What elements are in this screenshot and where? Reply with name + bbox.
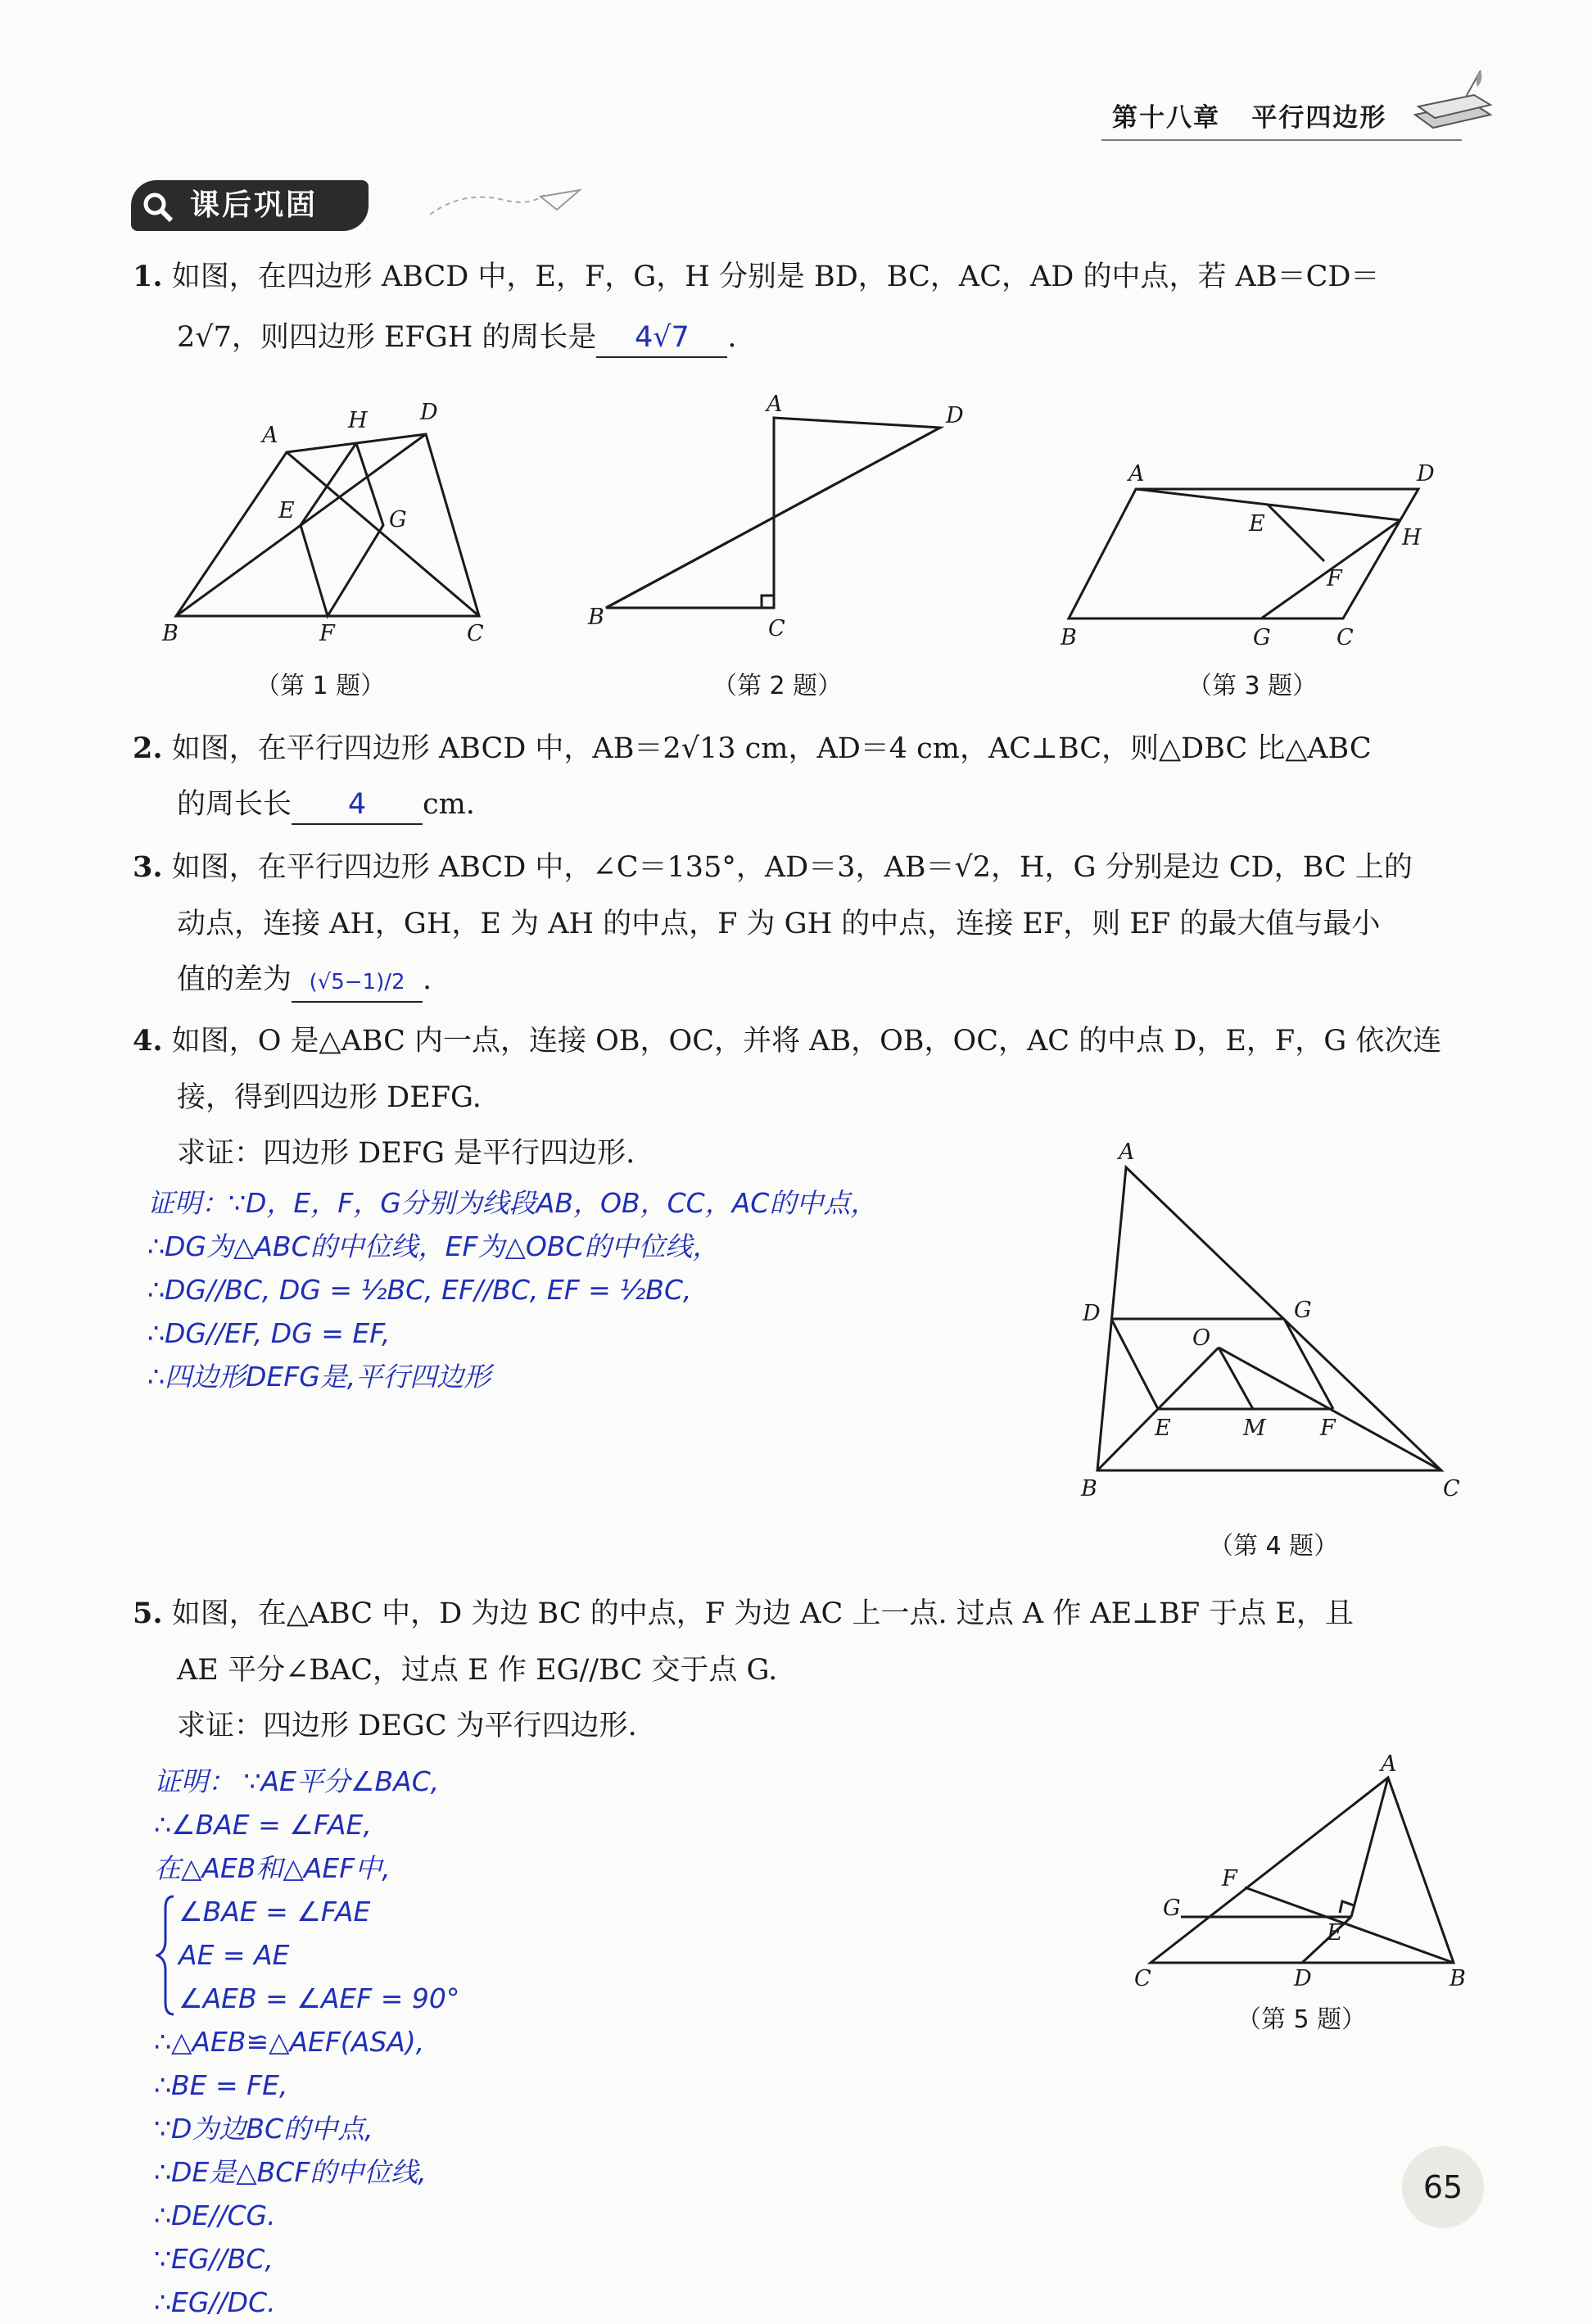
label-b: B: [1081, 1476, 1097, 1502]
page-number: 65: [1402, 2146, 1484, 2228]
proof-line: ∴DE//CG.: [154, 2199, 276, 2231]
label-c: C: [1134, 1966, 1151, 1991]
question-1-line2: 2√7，则四边形 EFGH 的周长是 4√7 .: [177, 310, 737, 365]
proof-line: ∴DG//EF, DG = EF,: [147, 1317, 391, 1349]
label-d: D: [1294, 1966, 1312, 1991]
label-g: G: [389, 507, 407, 532]
question-1-text: 如图，在四边形 ABCD 中，E，F，G，H 分别是 BD，BC，AC，AD 的中点，若 AB＝CD＝: [171, 260, 1380, 293]
proof-line: ∠AEB = ∠AEF = 90°: [179, 1982, 460, 2014]
question-5: 5. 如图，在△ABC 中，D 为边 BC 的中点，F 为边 AC 上一点. 过点 A 作 AE⊥BF 于点 E，且: [133, 1597, 1354, 1630]
proof-line: ∵EG//BC,: [154, 2243, 274, 2275]
label-f: F: [1320, 1416, 1336, 1441]
caption-2: （第 2 题）: [712, 672, 843, 700]
question-4-line2: 接，得到四边形 DEFG.: [177, 1081, 482, 1114]
question-5-line2: AE 平分∠BAC，过点 E 作 EG//BC 交于点 G.: [177, 1654, 778, 1687]
label-a: A: [1119, 1139, 1135, 1165]
label-f: F: [1327, 566, 1342, 591]
question-2: 2. 如图，在平行四边形 ABCD 中，AB＝2√13 cm，AD＝4 cm，AC⊥BC，则△DBC 比△ABC: [133, 732, 1372, 765]
caption-1: （第 1 题）: [256, 672, 386, 700]
label-b: B: [1061, 625, 1077, 650]
question-3-text: 如图，在平行四边形 ABCD 中，∠C＝135°，AD＝3，AB＝√2，H，G 分别是边 CD，BC 上的: [171, 851, 1413, 884]
label-f: F: [1222, 1866, 1237, 1891]
label-g: G: [1294, 1298, 1312, 1323]
label-h: H: [1402, 525, 1422, 550]
caption-4: （第 4 题）: [1209, 1532, 1339, 1561]
proof-system: [154, 1890, 459, 2020]
figure-2: [573, 393, 983, 655]
caption-3: （第 3 题）: [1187, 672, 1318, 700]
question-3: 3. 如图，在平行四边形 ABCD 中，∠C＝135°，AD＝3，AB＝√2，H，G 分别是边 CD，BC 上的: [133, 850, 1413, 884]
label-b: B: [162, 621, 179, 646]
question-5-text: 如图，在△ABC 中，D 为边 BC 的中点，F 为边 AC 上一点. 过点 A 作 AE⊥BF 于点 E，且: [171, 1597, 1354, 1630]
label-m: M: [1243, 1416, 1266, 1441]
proof-line: ∴EG//DC.: [154, 2286, 276, 2318]
answer-1: 4√7: [596, 319, 727, 358]
proof-5: [154, 1760, 459, 2324]
label-o: O: [1192, 1325, 1211, 1351]
paper-plane-icon: [426, 182, 581, 231]
label-b: B: [588, 605, 604, 630]
label-a: A: [1381, 1753, 1397, 1777]
proof-line: ∴DG为△ABC的中位线，EF为△OBC的中位线，: [147, 1230, 720, 1262]
label-a: A: [767, 393, 783, 417]
proof-4: [147, 1181, 877, 1398]
label-c: C: [1443, 1476, 1460, 1502]
question-5-prove: 求证：四边形 DEGC 为平行四边形.: [177, 1710, 637, 1742]
header-rule: [1101, 139, 1462, 141]
caption-5: （第 5 题）: [1237, 2005, 1367, 2034]
question-3-line3: 值的差为 (√5−1)/2 .: [177, 952, 432, 1008]
question-4-text: 如图，O 是△ABC 内一点，连接 OB，OC，并将 AB，OB，OC，AC 的中点 D，E，F，G 依次连: [171, 1025, 1442, 1058]
chapter-header: [1112, 97, 1386, 134]
label-c: C: [1336, 625, 1354, 650]
books-icon: [1409, 64, 1499, 142]
label-e: E: [278, 498, 295, 523]
label-g: G: [1163, 1896, 1181, 1921]
proof-line: 证明： ∵AE平分∠BAC,: [154, 1765, 440, 1797]
label-c: C: [467, 621, 484, 646]
proof-line: 证明：∵D，E，F，G分别为线段AB，OB，CC，AC的中点，: [147, 1187, 878, 1219]
label-d: D: [946, 403, 964, 428]
proof-line: ∠BAE = ∠FAE: [179, 1896, 371, 1928]
search-icon: [141, 190, 175, 224]
label-h: H: [348, 408, 368, 433]
answer-3: (√5−1)/2: [292, 963, 423, 1003]
brace-icon: [156, 1895, 177, 2018]
figure-3: [1048, 455, 1441, 659]
proof-line: 在△AEB和△AEF中,: [154, 1852, 391, 1884]
question-4-prove: 求证：四边形 DEFG 是平行四边形.: [177, 1137, 635, 1170]
question-3-line2: 动点，连接 AH，GH，E 为 AH 的中点，F 为 GH 的中点，连接 EF，则 EF 的最大值与最小: [177, 908, 1381, 940]
section-title: 课后巩固: [131, 180, 369, 231]
label-a: A: [262, 423, 278, 448]
proof-line: ∴∠BAE = ∠FAE,: [154, 1809, 372, 1841]
proof-line: AE = AE: [179, 1939, 290, 1971]
proof-line: ∴△AEB≌△AEF(ASA),: [154, 2026, 425, 2058]
label-a: A: [1128, 461, 1145, 487]
chapter-label: 第十八章: [1112, 103, 1220, 133]
proof-line: ∴DE是△BCF的中位线,: [154, 2156, 427, 2188]
proof-line: ∴四边形DEFG是,平行四边形: [147, 1361, 491, 1393]
question-1: 1. 如图，在四边形 ABCD 中，E，F，G，H 分别是 BD，BC，AC，AD 的中点，若 AB＝CD＝: [133, 260, 1380, 293]
question-2-text: 如图，在平行四边形 ABCD 中，AB＝2√13 cm，AD＝4 cm，AC⊥BC，则△DBC 比△ABC: [171, 732, 1372, 765]
answer-2: 4: [292, 786, 423, 825]
figure-1: [156, 393, 516, 655]
label-d: D: [1417, 461, 1435, 487]
label-e: E: [1155, 1416, 1171, 1441]
label-b: B: [1450, 1966, 1466, 1991]
label-e: E: [1327, 1920, 1343, 1946]
question-2-line2: 的周长长 4 cm.: [177, 777, 475, 832]
label-c: C: [768, 616, 785, 641]
figure-4: [1065, 1130, 1490, 1515]
chapter-topic: 平行四边形: [1251, 103, 1387, 133]
proof-line: ∴DG//BC, DG = ½BC, EF//BC, EF = ½BC,: [147, 1274, 692, 1306]
label-d: D: [1083, 1301, 1101, 1326]
label-f: F: [319, 621, 335, 646]
label-d: D: [420, 400, 438, 425]
figure-5: [1130, 1753, 1474, 1991]
question-4: 4. 如图，O 是△ABC 内一点，连接 OB，OC，并将 AB，OB，OC，AC 的中点 D，E，F，G 依次连: [133, 1024, 1442, 1058]
proof-line: ∵D为边BC的中点,: [154, 2113, 373, 2145]
proof-line: ∴BE = FE,: [154, 2069, 288, 2101]
label-g: G: [1253, 625, 1271, 650]
label-e: E: [1249, 511, 1265, 537]
